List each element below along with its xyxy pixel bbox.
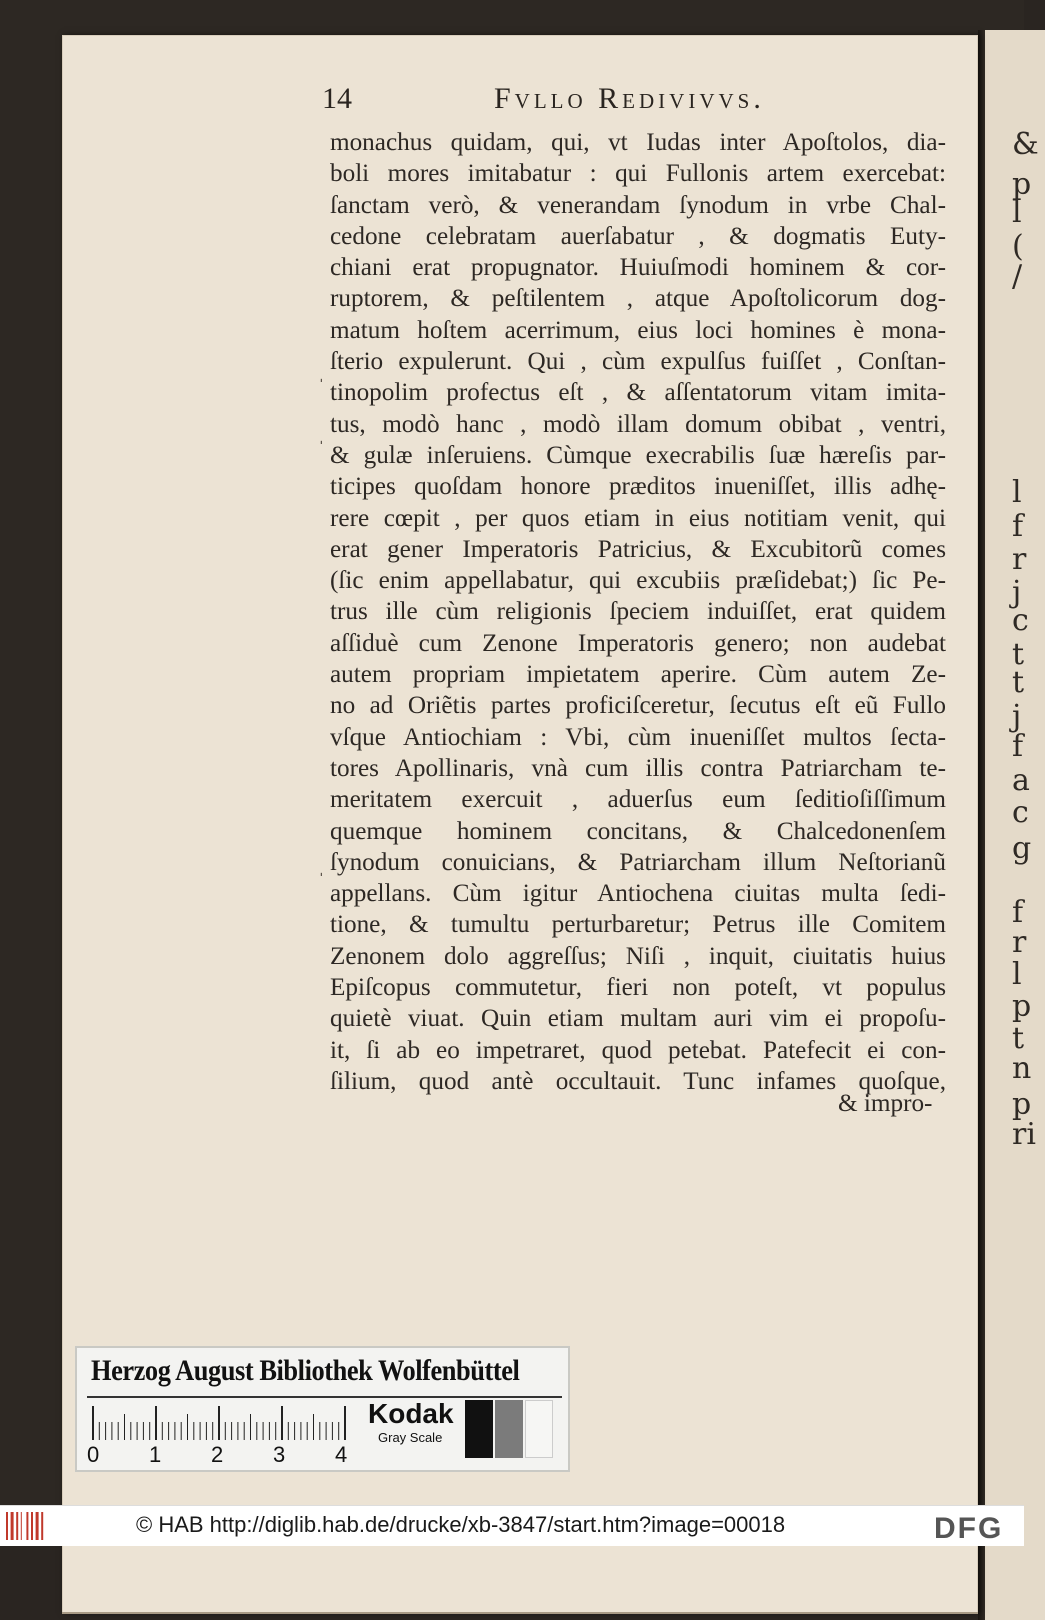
barcode-bar [21,1512,22,1540]
kodak-subtitle: Gray Scale [378,1430,443,1445]
ruler-label: 4 [335,1442,348,1467]
running-title: Fvllo Redivivvs. [494,82,765,115]
facing-page-char: c [1012,795,1029,830]
text-line: (ſic enim appellabatur, qui excubiis præſidebat;) ſic Pe- [330,567,946,595]
text-line: monachus quidam, qui, vt Iudas inter Apoſtolos, dia- [330,129,946,156]
facing-page-char: ( [1012,229,1024,264]
text-line: ruptorem, & peſtilentem , atque Apoſtolicorum dog- [330,285,946,313]
facing-page-char: f [1012,895,1024,930]
text-line: autem propriam impietatem aperire. Cùm autem Ze- [330,661,946,689]
facing-page-char: j [1012,575,1022,610]
barcode-bar [26,1512,28,1540]
text-line: quemque hominem concitans, & Chalcedonenſem [330,817,946,845]
facing-page-char: ri [1012,1117,1036,1152]
barcode-bar [31,1512,33,1540]
card-divider [87,1396,562,1398]
running-head [322,82,946,122]
facing-page-char: p [1012,1087,1032,1122]
svg-text:DFG: DFG [934,1512,1004,1545]
text-line: matum hoſtem acerrimum, eius loci homines è mona- [330,316,946,344]
facing-page-char: r [1012,542,1027,577]
text-line: vſque Antiochiam : Vbi, cùm inueniſſet multos ſecta- [330,723,946,751]
barcode-bar [6,1512,8,1540]
facing-page-char: & [1012,127,1039,162]
barcode-icon [6,1512,48,1540]
barcode-bar [11,1512,14,1540]
barcode-bar [16,1512,18,1540]
text-line: ſanctam verò, & venerandam ſynodum in vrbe Chal- [330,191,946,219]
ruler-label: 2 [211,1442,224,1467]
text-line: tinopolim profectus eſt , & aſſentatorum vitam imita- [330,379,946,407]
text-line: aſſiduè cum Zenone Imperatoris genero; non audebat [330,629,946,657]
page-edge [62,1612,978,1614]
facing-page-char: r [1012,925,1027,960]
text-line: it, ſi ab eo impetraret, quod petebat. Patefecit ei con- [330,1036,946,1064]
text-line: & gulæ inſeruiens. Cùmque execrabilis ſuæ hæreſis par- [330,441,946,469]
text-line: ſynodum conuicians, & Patriarcham illum Neſtorianũ [330,848,946,876]
facing-page-char: f [1012,509,1024,544]
text-line: rere cœpit , per quos etiam in eius notitiam venit, qui [330,504,946,532]
gray-patch-mid [495,1400,523,1458]
text-line: Epiſcopus commutetur, fieri non poteſt, vt populus [330,974,946,1002]
text-line: chiani erat propugnator. Huiuſmodi hominem & cor- [330,254,946,282]
gray-patch-black [465,1400,493,1458]
facing-page-char: a [1012,763,1030,798]
facing-page-char: t [1012,1021,1025,1056]
text-line: boli mores imitabatur : qui Fullonis artem exercebat: [330,160,946,188]
text-line: tus, modò hanc , modò illam domum obibat , ventri, [330,410,946,438]
kodak-brand: Kodak [368,1398,454,1429]
facing-page-char: c [1012,603,1029,638]
page-number: 14 [322,82,352,115]
gray-patch-white [525,1400,553,1458]
facing-page-char: l [1012,195,1022,230]
text-line: trus ille cùm religionis ſpeciem induiſſet, erat quidem [330,598,946,626]
facing-page-char: f [1012,729,1024,764]
facing-page-char: t [1012,665,1025,700]
text-line: Zenonem dolo aggreſſus; Niſi , inquit, ciuitatis huius [330,942,946,970]
text-line: ſilium, quod antè occultauit. Tunc infames quoſque, [330,1067,946,1095]
ruler-label: 0 [87,1442,100,1467]
dfg-logo-icon [934,1510,1018,1545]
facing-page-char: t [1012,637,1025,672]
barcode-bar [36,1512,39,1540]
ink-speck: ˈ [318,870,325,892]
catchword: & impro- [838,1090,933,1117]
text-line: cedone celebratam auerſabatur , & dogmatis Euty- [330,222,946,250]
ink-speck: ˈ [318,376,325,398]
ruler-label: 3 [273,1442,286,1467]
facing-page-char: l [1012,475,1022,510]
text-line: meritatem exercuit , aduerſus eum ſeditioſiſſimum [330,786,946,814]
body-text [330,127,946,1097]
facing-page-char: p [1012,167,1032,202]
copyright-link[interactable]: © HAB http://diglib.hab.de/drucke/xb-3847/start.htm?image=00018 [136,1512,786,1537]
facing-page-char: g [1012,831,1032,866]
text-line: erat gener Imperatoris Patricius, & Excubitorũ comes [330,535,946,563]
library-name: Herzog August Bibliothek Wolfenbüttel [91,1354,520,1387]
ink-speck: ˈ [318,438,325,460]
text-line: tione, & tumultu perturbaretur; Petrus ille Comitem [330,911,946,939]
barcode-bar [41,1512,43,1540]
viewer-footer [0,1505,1024,1546]
text-line: tores Apollinaris, vnà cum illis contra Patriarcham te- [330,754,946,782]
facing-page-char: l [1012,957,1022,992]
facing-page-char: j [1012,699,1022,734]
text-line: ſterio expulerunt. Qui , cùm expulſus fuiſſet , Conſtan- [330,348,946,376]
text-line: ticipes quoſdam honore præditos inueniſſet, illis adhę- [330,473,946,501]
facing-page-char: p [1012,989,1032,1024]
text-line: no ad Oriẽtis partes proficiſceretur, ſecutus eſt eũ Fullo [330,692,946,720]
text-line: quietè viuat. Quin etiam multam auri vim ei propoſu- [330,1005,946,1033]
ruler-scale [91,1404,361,1440]
color-target-card [75,1346,570,1472]
facing-page-char: n [1012,1051,1032,1086]
facing-page-char: / [1012,259,1023,294]
ruler-label: 1 [149,1442,162,1467]
text-line: appellans. Cùm igitur Antiochena ciuitas multa ſedi- [330,880,946,908]
